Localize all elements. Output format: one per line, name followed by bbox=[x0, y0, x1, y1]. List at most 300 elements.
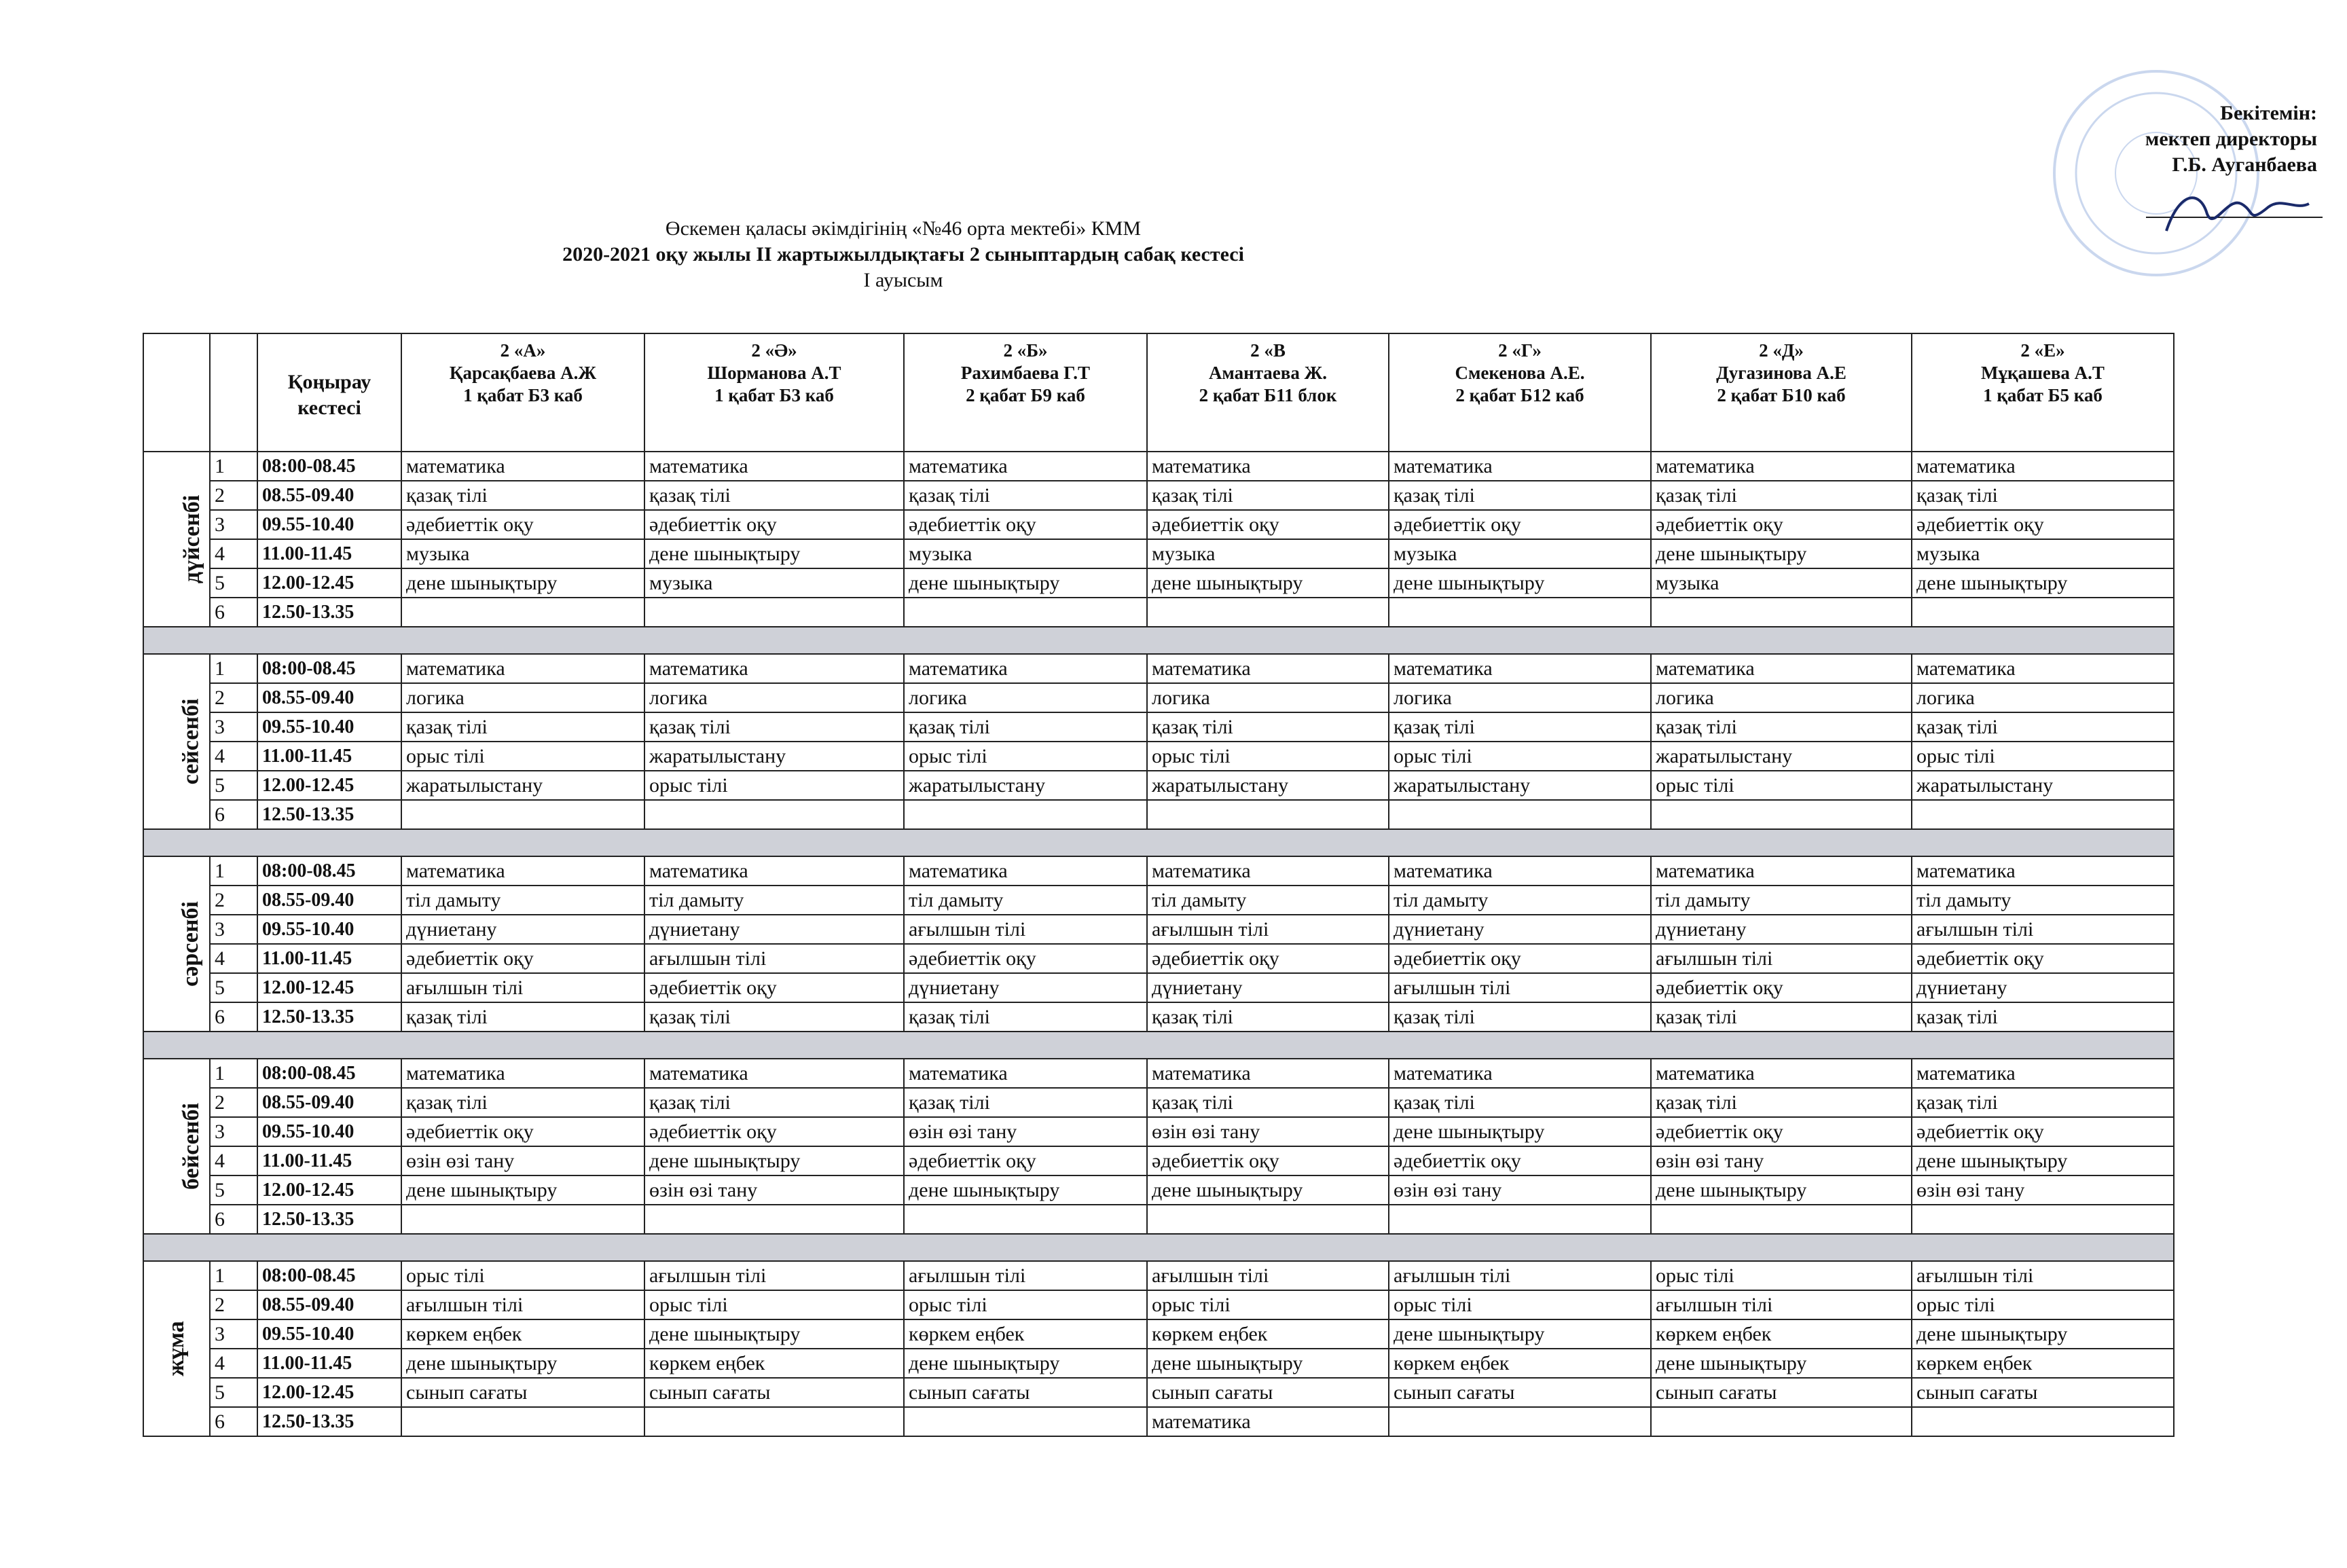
lesson-cell: өзін өзі тану bbox=[1651, 1146, 1912, 1175]
lesson-cell: әдебиеттік оқу bbox=[1389, 944, 1651, 973]
lesson-cell: математика bbox=[1147, 654, 1389, 683]
lesson-cell: музыка bbox=[1912, 539, 2174, 568]
schedule-table bbox=[143, 333, 2175, 1437]
lesson-cell: әдебиеттік оқу bbox=[1651, 510, 1912, 539]
lesson-cell: сынып сағаты bbox=[904, 1378, 1147, 1407]
lesson-cell: математика bbox=[1147, 856, 1389, 886]
lesson-cell: ағылшын тілі bbox=[1912, 915, 2174, 944]
separator-cell bbox=[143, 829, 2174, 856]
lesson-time: 08:00-08.45 bbox=[257, 856, 401, 886]
day-cell bbox=[143, 856, 210, 1032]
school-name: Өскемен қаласы әкімдігінің «№46 орта мектебі» КММ bbox=[665, 217, 1142, 240]
lesson-cell: дене шынықтыру bbox=[904, 1175, 1147, 1205]
lesson-cell: әдебиеттік оқу bbox=[1147, 944, 1389, 973]
lesson-time: 12.00-12.45 bbox=[257, 1175, 401, 1205]
lesson-cell: ағылшын тілі bbox=[1389, 973, 1651, 1002]
bells-header-line1: Қоңырау bbox=[287, 371, 371, 393]
lesson-cell: тіл дамыту bbox=[1147, 886, 1389, 915]
lesson-cell: математика bbox=[1651, 856, 1912, 886]
lesson-cell: дене шынықтыру bbox=[1389, 568, 1651, 598]
day-separator bbox=[143, 627, 2174, 654]
lesson-number: 5 bbox=[210, 568, 257, 598]
lesson-cell: дене шынықтыру bbox=[401, 1349, 644, 1378]
lesson-cell: қазақ тілі bbox=[1912, 1088, 2174, 1117]
lesson-cell: қазақ тілі bbox=[401, 1002, 644, 1032]
lesson-cell: орыс тілі bbox=[904, 1290, 1147, 1319]
approval-label: Бекітемін: bbox=[2220, 102, 2317, 124]
lesson-time: 08:00-08.45 bbox=[257, 1261, 401, 1290]
lesson-cell: қазақ тілі bbox=[644, 712, 904, 742]
lesson-cell: қазақ тілі bbox=[644, 1002, 904, 1032]
lesson-cell: қазақ тілі bbox=[1651, 481, 1912, 510]
lesson-cell: орыс тілі bbox=[1651, 771, 1912, 800]
lesson-cell: математика bbox=[1912, 452, 2174, 481]
document-header bbox=[0, 216, 1806, 293]
class-teacher: Шорманова А.Т bbox=[707, 363, 841, 383]
lesson-cell: математика bbox=[1912, 654, 2174, 683]
class-room: 2 қабат Б10 каб bbox=[1717, 385, 1846, 405]
lesson-cell: дүниетану bbox=[904, 973, 1147, 1002]
lesson-number: 4 bbox=[210, 1146, 257, 1175]
lesson-cell: дүниетану bbox=[1147, 973, 1389, 1002]
lesson-cell bbox=[401, 598, 644, 627]
lesson-cell: дене шынықтыру bbox=[401, 1175, 644, 1205]
lesson-cell: дене шынықтыру bbox=[1651, 539, 1912, 568]
lesson-cell: тіл дамыту bbox=[644, 886, 904, 915]
day-separator bbox=[143, 829, 2174, 856]
lesson-cell bbox=[904, 1205, 1147, 1234]
lesson-cell: әдебиеттік оқу bbox=[1389, 1146, 1651, 1175]
class-name: 2 «Г» bbox=[1498, 340, 1542, 361]
day-separator bbox=[143, 1032, 2174, 1059]
separator-cell bbox=[143, 1234, 2174, 1261]
lesson-cell: математика bbox=[1389, 1059, 1651, 1088]
class-room: 1 қабат Б3 каб bbox=[463, 385, 583, 405]
lesson-cell: қазақ тілі bbox=[401, 712, 644, 742]
lesson-cell: логика bbox=[644, 683, 904, 712]
lesson-cell: қазақ тілі bbox=[1147, 712, 1389, 742]
lesson-cell: математика bbox=[644, 856, 904, 886]
lesson-row bbox=[143, 973, 2174, 1002]
lesson-cell: әдебиеттік оқу bbox=[1147, 510, 1389, 539]
lesson-time: 08:00-08.45 bbox=[257, 654, 401, 683]
lesson-number: 1 bbox=[210, 1261, 257, 1290]
lesson-cell: орыс тілі bbox=[1147, 1290, 1389, 1319]
lesson-cell bbox=[1912, 800, 2174, 829]
lesson-cell: логика bbox=[1651, 683, 1912, 712]
lesson-cell: математика bbox=[1389, 452, 1651, 481]
lesson-cell: дүниетану bbox=[644, 915, 904, 944]
lesson-cell: қазақ тілі bbox=[1147, 1002, 1389, 1032]
class-room: 1 қабат Б5 каб bbox=[1983, 385, 2103, 405]
lesson-cell: қазақ тілі bbox=[401, 481, 644, 510]
lesson-cell: дене шынықтыру bbox=[644, 1319, 904, 1349]
lesson-cell: ағылшын тілі bbox=[401, 973, 644, 1002]
class-name: 2 «Д» bbox=[1759, 340, 1804, 361]
lesson-cell: логика bbox=[1389, 683, 1651, 712]
lesson-row bbox=[143, 1205, 2174, 1234]
lesson-cell: әдебиеттік оқу bbox=[401, 1117, 644, 1146]
lesson-cell: көркем еңбек bbox=[1147, 1319, 1389, 1349]
lesson-row bbox=[143, 1349, 2174, 1378]
lesson-cell bbox=[1147, 1205, 1389, 1234]
lesson-number: 4 bbox=[210, 1349, 257, 1378]
schedule-title: 2020-2021 оқу жылы II жартыжылдықтағы 2 сыныптардың сабақ кестесі bbox=[562, 243, 1244, 266]
lesson-time: 11.00-11.45 bbox=[257, 539, 401, 568]
lesson-row bbox=[143, 886, 2174, 915]
lesson-cell: дене шынықтыру bbox=[1389, 1117, 1651, 1146]
lesson-number: 2 bbox=[210, 1088, 257, 1117]
lesson-cell: математика bbox=[904, 452, 1147, 481]
lesson-cell: сынып сағаты bbox=[1912, 1378, 2174, 1407]
lesson-cell: математика bbox=[401, 856, 644, 886]
lesson-time: 08.55-09.40 bbox=[257, 1088, 401, 1117]
lesson-cell: қазақ тілі bbox=[1389, 481, 1651, 510]
lesson-time: 09.55-10.40 bbox=[257, 1117, 401, 1146]
lesson-cell: музыка bbox=[401, 539, 644, 568]
lesson-number: 5 bbox=[210, 771, 257, 800]
lesson-cell: дене шынықтыру bbox=[1147, 1175, 1389, 1205]
lesson-cell: орыс тілі bbox=[1147, 742, 1389, 771]
lesson-cell: музыка bbox=[1651, 568, 1912, 598]
lesson-time: 12.50-13.35 bbox=[257, 598, 401, 627]
lesson-cell: ағылшын тілі bbox=[904, 915, 1147, 944]
lesson-number: 6 bbox=[210, 598, 257, 627]
lesson-cell: математика bbox=[1651, 1059, 1912, 1088]
class-teacher: Мұқашева А.Т bbox=[1981, 363, 2105, 383]
day-cell bbox=[143, 1261, 210, 1436]
lesson-cell: математика bbox=[1147, 452, 1389, 481]
lesson-cell: математика bbox=[401, 654, 644, 683]
class-teacher: Смекенова А.Е. bbox=[1455, 363, 1585, 383]
lesson-number: 1 bbox=[210, 654, 257, 683]
lesson-cell: дене шынықтыру bbox=[1912, 568, 2174, 598]
separator-cell bbox=[143, 627, 2174, 654]
shift-label: I ауысым bbox=[863, 269, 943, 291]
lesson-cell: өзін өзі тану bbox=[1912, 1175, 2174, 1205]
lesson-cell: қазақ тілі bbox=[1147, 481, 1389, 510]
lesson-cell: жаратылыстану bbox=[1912, 771, 2174, 800]
lesson-cell bbox=[904, 800, 1147, 829]
approval-position: мектеп директоры bbox=[2145, 128, 2317, 150]
lesson-cell bbox=[1389, 800, 1651, 829]
lesson-time: 09.55-10.40 bbox=[257, 915, 401, 944]
class-header bbox=[904, 333, 1147, 452]
lesson-number: 2 bbox=[210, 886, 257, 915]
lesson-row bbox=[143, 800, 2174, 829]
lesson-cell: орыс тілі bbox=[401, 742, 644, 771]
lesson-cell bbox=[644, 1407, 904, 1436]
lesson-cell bbox=[1912, 1205, 2174, 1234]
lesson-row bbox=[143, 1088, 2174, 1117]
lesson-cell: математика bbox=[401, 1059, 644, 1088]
lesson-cell: логика bbox=[1912, 683, 2174, 712]
class-name: 2 «Е» bbox=[2020, 340, 2065, 361]
lesson-number: 4 bbox=[210, 539, 257, 568]
lesson-cell: қазақ тілі bbox=[1389, 1002, 1651, 1032]
lesson-cell: музыка bbox=[1147, 539, 1389, 568]
lesson-cell: қазақ тілі bbox=[1651, 1002, 1912, 1032]
lesson-cell: әдебиеттік оқу bbox=[1912, 510, 2174, 539]
lesson-number: 3 bbox=[210, 1117, 257, 1146]
lesson-row bbox=[143, 1059, 2174, 1088]
lesson-cell: қазақ тілі bbox=[1389, 712, 1651, 742]
bells-header bbox=[257, 333, 401, 452]
day-cell bbox=[143, 654, 210, 829]
lesson-cell: қазақ тілі bbox=[904, 1002, 1147, 1032]
lesson-cell: қазақ тілі bbox=[904, 712, 1147, 742]
lesson-cell: қазақ тілі bbox=[1389, 1088, 1651, 1117]
lesson-row bbox=[143, 1175, 2174, 1205]
lesson-cell: дене шынықтыру bbox=[1651, 1349, 1912, 1378]
lesson-number: 5 bbox=[210, 1378, 257, 1407]
lesson-cell bbox=[904, 598, 1147, 627]
lesson-cell bbox=[1147, 800, 1389, 829]
lesson-time: 12.00-12.45 bbox=[257, 771, 401, 800]
lesson-row bbox=[143, 1002, 2174, 1032]
lesson-cell: математика bbox=[1147, 1407, 1389, 1436]
lesson-cell bbox=[1147, 598, 1389, 627]
lesson-cell: әдебиеттік оқу bbox=[644, 973, 904, 1002]
lesson-cell: қазақ тілі bbox=[644, 481, 904, 510]
lesson-time: 08.55-09.40 bbox=[257, 683, 401, 712]
lesson-cell: дене шынықтыру bbox=[1912, 1146, 2174, 1175]
lesson-cell bbox=[1651, 1205, 1912, 1234]
lesson-cell: тіл дамыту bbox=[904, 886, 1147, 915]
lesson-row bbox=[143, 510, 2174, 539]
lesson-cell: ағылшын тілі bbox=[644, 1261, 904, 1290]
day-name: жұма bbox=[164, 1321, 189, 1376]
lesson-row bbox=[143, 1261, 2174, 1290]
class-header bbox=[1912, 333, 2174, 452]
lesson-cell: сынып сағаты bbox=[1389, 1378, 1651, 1407]
lesson-cell: дене шынықтыру bbox=[1912, 1319, 2174, 1349]
lesson-cell: әдебиеттік оқу bbox=[401, 510, 644, 539]
lesson-cell: әдебиеттік оқу bbox=[904, 944, 1147, 973]
lesson-time: 11.00-11.45 bbox=[257, 944, 401, 973]
lesson-number: 1 bbox=[210, 856, 257, 886]
lesson-cell: орыс тілі bbox=[1912, 742, 2174, 771]
lesson-cell: ағылшын тілі bbox=[1147, 1261, 1389, 1290]
lesson-cell: орыс тілі bbox=[644, 1290, 904, 1319]
lesson-cell: музыка bbox=[1389, 539, 1651, 568]
lesson-cell: ағылшын тілі bbox=[1651, 944, 1912, 973]
lesson-number: 3 bbox=[210, 1319, 257, 1349]
lesson-number: 6 bbox=[210, 1002, 257, 1032]
lesson-cell: логика bbox=[1147, 683, 1389, 712]
lesson-number: 3 bbox=[210, 712, 257, 742]
lesson-cell: логика bbox=[904, 683, 1147, 712]
lesson-cell: орыс тілі bbox=[1912, 1290, 2174, 1319]
lesson-number: 2 bbox=[210, 481, 257, 510]
lesson-row bbox=[143, 771, 2174, 800]
class-teacher: Рахимбаева Г.Т bbox=[960, 363, 1091, 383]
lesson-cell: сынып сағаты bbox=[1651, 1378, 1912, 1407]
lesson-cell: қазақ тілі bbox=[1912, 712, 2174, 742]
number-header bbox=[210, 333, 257, 452]
lesson-time: 12.50-13.35 bbox=[257, 1002, 401, 1032]
class-room: 2 қабат Б12 каб bbox=[1455, 385, 1584, 405]
lesson-cell: музыка bbox=[904, 539, 1147, 568]
class-name: 2 «В bbox=[1250, 340, 1286, 361]
lesson-cell: көркем еңбек bbox=[644, 1349, 904, 1378]
lesson-cell bbox=[644, 598, 904, 627]
lesson-cell: математика bbox=[904, 654, 1147, 683]
lesson-time: 08:00-08.45 bbox=[257, 1059, 401, 1088]
lesson-cell: сынып сағаты bbox=[401, 1378, 644, 1407]
lesson-cell: өзін өзі тану bbox=[1147, 1117, 1389, 1146]
lesson-row bbox=[143, 598, 2174, 627]
lesson-cell bbox=[904, 1407, 1147, 1436]
day-name: сәрсенбі bbox=[177, 901, 203, 987]
lesson-time: 11.00-11.45 bbox=[257, 1146, 401, 1175]
day-separator bbox=[143, 1234, 2174, 1261]
lesson-row bbox=[143, 1378, 2174, 1407]
class-header bbox=[1651, 333, 1912, 452]
lesson-number: 3 bbox=[210, 915, 257, 944]
lesson-cell: ағылшын тілі bbox=[401, 1290, 644, 1319]
lesson-cell bbox=[401, 800, 644, 829]
lesson-time: 08.55-09.40 bbox=[257, 481, 401, 510]
lesson-cell bbox=[401, 1407, 644, 1436]
class-header bbox=[1389, 333, 1651, 452]
lesson-cell: көркем еңбек bbox=[1912, 1349, 2174, 1378]
lesson-cell: ағылшын тілі bbox=[644, 944, 904, 973]
lesson-cell: орыс тілі bbox=[644, 771, 904, 800]
lesson-cell: қазақ тілі bbox=[1912, 1002, 2174, 1032]
lesson-cell: өзін өзі тану bbox=[904, 1117, 1147, 1146]
lesson-row bbox=[143, 683, 2174, 712]
lesson-cell: қазақ тілі bbox=[904, 481, 1147, 510]
class-name: 2 «Ә» bbox=[751, 340, 797, 361]
lesson-cell: жаратылыстану bbox=[904, 771, 1147, 800]
lesson-cell: жаратылыстану bbox=[1147, 771, 1389, 800]
lesson-cell: тіл дамыту bbox=[1651, 886, 1912, 915]
lesson-cell: ағылшын тілі bbox=[1389, 1261, 1651, 1290]
day-header bbox=[143, 333, 210, 452]
lesson-cell: сынып сағаты bbox=[644, 1378, 904, 1407]
lesson-cell: көркем еңбек bbox=[904, 1319, 1147, 1349]
lesson-cell: математика bbox=[644, 1059, 904, 1088]
lesson-time: 12.00-12.45 bbox=[257, 568, 401, 598]
lesson-cell: әдебиеттік оқу bbox=[401, 944, 644, 973]
lesson-cell: дүниетану bbox=[1389, 915, 1651, 944]
lesson-row bbox=[143, 452, 2174, 481]
lesson-cell: орыс тілі bbox=[1389, 742, 1651, 771]
lesson-cell: көркем еңбек bbox=[1389, 1349, 1651, 1378]
lesson-time: 08.55-09.40 bbox=[257, 886, 401, 915]
lesson-cell: математика bbox=[644, 452, 904, 481]
lesson-row bbox=[143, 1407, 2174, 1436]
lesson-time: 08.55-09.40 bbox=[257, 1290, 401, 1319]
lesson-cell: қазақ тілі bbox=[1651, 712, 1912, 742]
lesson-cell: музыка bbox=[644, 568, 904, 598]
lesson-number: 6 bbox=[210, 1205, 257, 1234]
day-name: бейсенбі bbox=[178, 1103, 204, 1190]
lesson-cell: орыс тілі bbox=[401, 1261, 644, 1290]
lesson-cell: дене шынықтыру bbox=[1147, 568, 1389, 598]
day-name: сейсенбі bbox=[178, 698, 204, 785]
class-header bbox=[1147, 333, 1389, 452]
lesson-cell: өзін өзі тану bbox=[644, 1175, 904, 1205]
header-row bbox=[143, 333, 2174, 452]
lesson-cell: дүниетану bbox=[1912, 973, 2174, 1002]
lesson-cell: әдебиеттік оқу bbox=[1651, 973, 1912, 1002]
lesson-cell bbox=[644, 800, 904, 829]
lesson-time: 11.00-11.45 bbox=[257, 742, 401, 771]
lesson-cell: математика bbox=[904, 1059, 1147, 1088]
lesson-cell: көркем еңбек bbox=[1651, 1319, 1912, 1349]
lesson-cell: өзін өзі тану bbox=[1389, 1175, 1651, 1205]
lesson-time: 09.55-10.40 bbox=[257, 712, 401, 742]
lesson-row bbox=[143, 568, 2174, 598]
lesson-cell: математика bbox=[644, 654, 904, 683]
lesson-row bbox=[143, 539, 2174, 568]
lesson-cell bbox=[401, 1205, 644, 1234]
lesson-time: 11.00-11.45 bbox=[257, 1349, 401, 1378]
class-teacher: Дугазинова А.Е bbox=[1716, 363, 1846, 383]
lesson-row bbox=[143, 654, 2174, 683]
lesson-number: 5 bbox=[210, 1175, 257, 1205]
approval-block bbox=[2145, 101, 2317, 178]
day-cell bbox=[143, 452, 210, 627]
lesson-row bbox=[143, 712, 2174, 742]
lesson-time: 08:00-08.45 bbox=[257, 452, 401, 481]
lesson-cell: математика bbox=[1389, 856, 1651, 886]
class-room: 2 қабат Б9 каб bbox=[966, 385, 1085, 405]
lesson-cell: әдебиеттік оқу bbox=[644, 510, 904, 539]
lesson-cell: әдебиеттік оқу bbox=[1912, 944, 2174, 973]
lesson-cell bbox=[1651, 1407, 1912, 1436]
lesson-cell: өзін өзі тану bbox=[401, 1146, 644, 1175]
lesson-time: 12.50-13.35 bbox=[257, 800, 401, 829]
lesson-cell: математика bbox=[1651, 452, 1912, 481]
lesson-number: 2 bbox=[210, 683, 257, 712]
lesson-cell: көркем еңбек bbox=[401, 1319, 644, 1349]
lesson-cell: орыс тілі bbox=[904, 742, 1147, 771]
lesson-cell: жаратылыстану bbox=[401, 771, 644, 800]
lesson-cell: қазақ тілі bbox=[644, 1088, 904, 1117]
lesson-cell: математика bbox=[1651, 654, 1912, 683]
day-cell bbox=[143, 1059, 210, 1234]
lesson-cell: логика bbox=[401, 683, 644, 712]
lesson-cell: ағылшын тілі bbox=[1147, 915, 1389, 944]
lesson-number: 2 bbox=[210, 1290, 257, 1319]
lesson-cell: орыс тілі bbox=[1651, 1261, 1912, 1290]
lesson-time: 12.50-13.35 bbox=[257, 1407, 401, 1436]
lesson-cell bbox=[644, 1205, 904, 1234]
bells-header-line2: кестесі bbox=[297, 397, 361, 419]
lesson-cell: әдебиеттік оқу bbox=[904, 510, 1147, 539]
lesson-cell: математика bbox=[1912, 856, 2174, 886]
lesson-time: 09.55-10.40 bbox=[257, 1319, 401, 1349]
lesson-cell bbox=[1389, 1407, 1651, 1436]
lesson-cell: дене шынықтыру bbox=[401, 568, 644, 598]
lesson-cell: дүниетану bbox=[401, 915, 644, 944]
lesson-cell: тіл дамыту bbox=[1389, 886, 1651, 915]
lesson-cell: әдебиеттік оқу bbox=[1651, 1117, 1912, 1146]
lesson-time: 12.50-13.35 bbox=[257, 1205, 401, 1234]
class-room: 1 қабат Б3 каб bbox=[714, 385, 834, 405]
class-name: 2 «Б» bbox=[1003, 340, 1048, 361]
lesson-cell: әдебиеттік оқу bbox=[1389, 510, 1651, 539]
separator-cell bbox=[143, 1032, 2174, 1059]
lesson-cell: қазақ тілі bbox=[1651, 1088, 1912, 1117]
lesson-row bbox=[143, 856, 2174, 886]
lesson-time: 12.00-12.45 bbox=[257, 1378, 401, 1407]
lesson-row bbox=[143, 944, 2174, 973]
lesson-number: 4 bbox=[210, 742, 257, 771]
